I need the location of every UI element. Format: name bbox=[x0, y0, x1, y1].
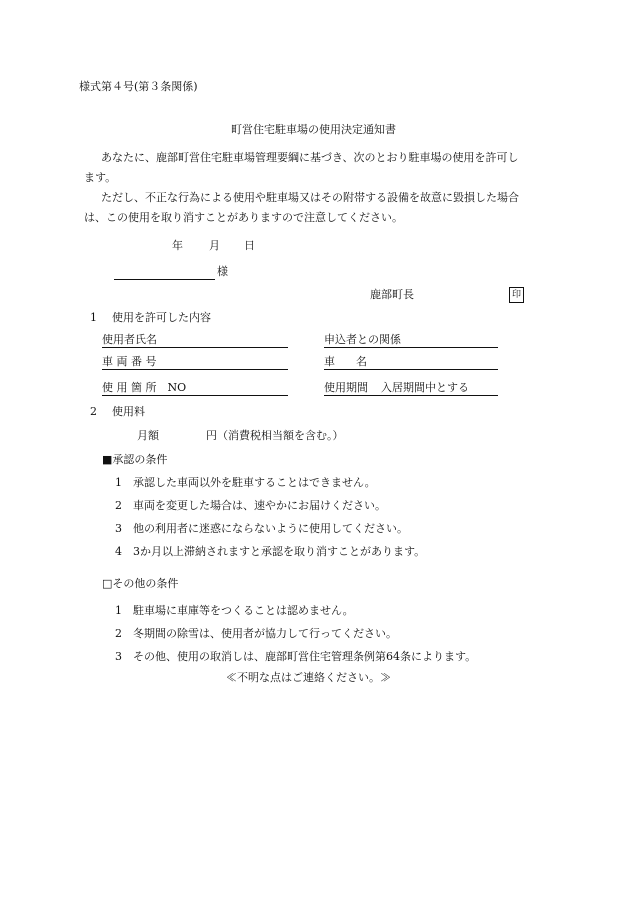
other-heading bbox=[102, 577, 178, 591]
fee-unit: 円（消費税相当額を含む。） bbox=[206, 429, 344, 442]
intro-line-4: は、この使用を取り消すことがありますので注意してください。 bbox=[84, 211, 403, 224]
other-title: その他の条件 bbox=[112, 577, 179, 590]
list-item bbox=[115, 499, 386, 513]
relation-label: 申込者との関係 bbox=[324, 333, 401, 346]
addressee-blank[interactable] bbox=[114, 279, 215, 280]
period-value: 入居期間中とする bbox=[381, 381, 469, 394]
location-label: 使 用 箇 所 NO bbox=[102, 381, 187, 394]
other-marker: □ bbox=[102, 577, 113, 590]
item-number: 2 bbox=[115, 627, 122, 640]
section1-number: 1 bbox=[90, 311, 97, 324]
list-item bbox=[115, 650, 476, 664]
item-text: 車両を変更した場合は、速やかにお届けください。 bbox=[133, 499, 386, 512]
item-number: 1 bbox=[115, 604, 122, 617]
item-text: 3か月以上滞納されますと承認を取り消すことがあります。 bbox=[133, 545, 426, 558]
intro-line-1: あなたに、鹿部町営住宅駐車場管理要綱に基づき、次のとおり駐車場の使用を許可し bbox=[101, 151, 519, 164]
list-item bbox=[115, 476, 376, 490]
item-number: 3 bbox=[115, 650, 122, 663]
section2-number: 2 bbox=[90, 405, 97, 418]
period-label: 使用期間 bbox=[324, 381, 368, 394]
item-text: 他の利用者に迷惑にならないように使用してください。 bbox=[133, 522, 408, 535]
vehicle-name-field[interactable] bbox=[324, 355, 498, 370]
date-year: 年 bbox=[172, 239, 183, 252]
list-item bbox=[115, 627, 397, 641]
seal-mark: 印 bbox=[509, 287, 524, 303]
section1-title: 使用を許可した内容 bbox=[112, 311, 211, 324]
section2-heading bbox=[90, 405, 145, 419]
vehicle-name-label-b: 名 bbox=[356, 355, 367, 368]
item-number: 2 bbox=[115, 499, 122, 512]
list-item bbox=[115, 545, 425, 559]
vehicle-name-label-a: 車 bbox=[324, 355, 335, 368]
section1-heading bbox=[90, 311, 211, 325]
addressee-suffix: 様 bbox=[217, 265, 228, 278]
issuer-name: 鹿部町長 bbox=[370, 288, 414, 301]
item-text: 駐車場に車庫等をつくることは認めません。 bbox=[133, 604, 354, 617]
item-text: 冬期間の除雪は、使用者が協力して行ってください。 bbox=[133, 627, 397, 640]
item-text: その他、使用の取消しは、鹿部町営住宅管理条例第64条によります。 bbox=[133, 650, 477, 663]
item-text: 承認した車両以外を駐車することはできません。 bbox=[133, 476, 376, 489]
intro-line-3: ただし、不正な行為による使用や駐車場又はその附帯する設備を故意に毀損した場合 bbox=[101, 191, 519, 204]
list-item bbox=[115, 604, 354, 618]
date-day: 日 bbox=[244, 239, 255, 252]
user-name-label: 使用者氏名 bbox=[102, 333, 157, 346]
vehicle-number-label: 車 両 番 号 bbox=[102, 355, 157, 368]
section2-title: 使用料 bbox=[112, 405, 145, 418]
relation-field[interactable] bbox=[324, 333, 498, 348]
approval-title: 承認の条件 bbox=[112, 453, 168, 466]
list-item bbox=[115, 522, 408, 536]
intro-line-2: ます。 bbox=[84, 171, 117, 184]
form-id: 様式第４号(第３条関係) bbox=[79, 80, 198, 93]
item-number: 1 bbox=[115, 476, 122, 489]
vehicle-number-field[interactable] bbox=[102, 355, 288, 370]
date-month: 月 bbox=[209, 239, 220, 252]
item-number: 4 bbox=[115, 545, 122, 558]
item-number: 3 bbox=[115, 522, 122, 535]
footer-note: ≪不明な点はご連絡ください。≫ bbox=[226, 671, 391, 684]
location-field[interactable] bbox=[102, 381, 288, 396]
approval-heading bbox=[102, 453, 167, 467]
user-name-field[interactable] bbox=[102, 333, 288, 348]
period-field[interactable] bbox=[324, 381, 498, 396]
monthly-label: 月額 bbox=[137, 429, 159, 442]
document-title: 町営住宅駐車場の使用決定通知書 bbox=[231, 123, 396, 136]
approval-marker: ■ bbox=[102, 453, 113, 466]
